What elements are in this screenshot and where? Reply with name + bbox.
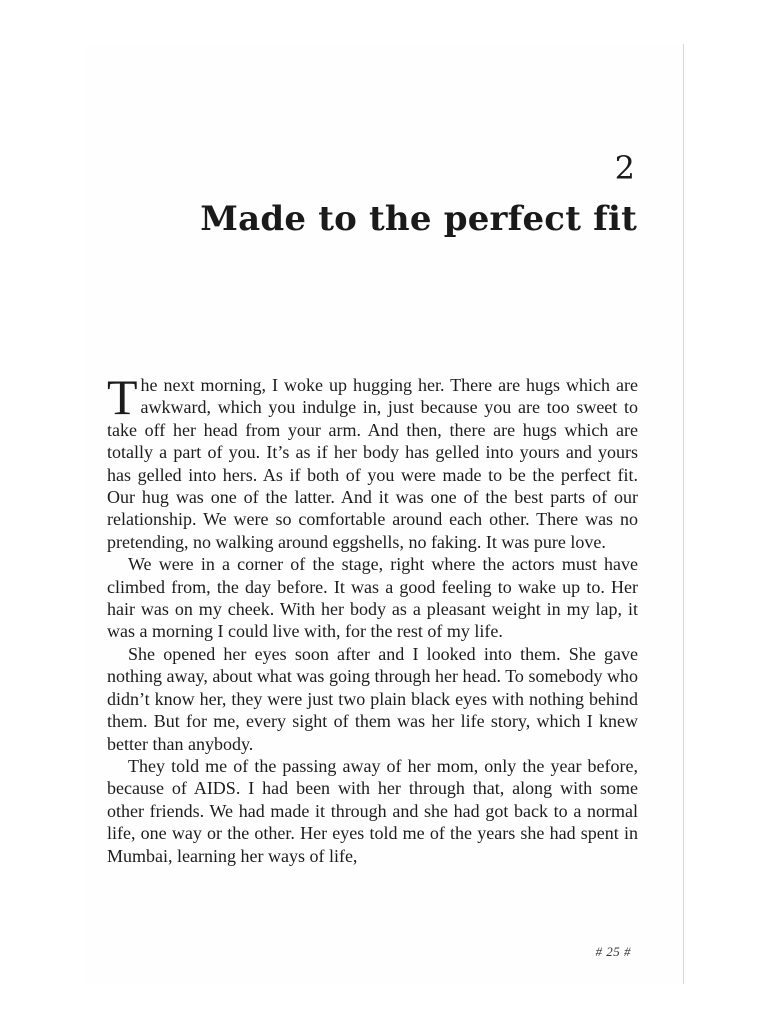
- paragraph-3: She opened her eyes soon after and I looked into them. She gave nothing away, about what was going through her head. To somebody who didn’t know her, they were just two plain black eyes with nothing behind them. But for me, every sight of them was her life story, which I knew better than anybody.: [107, 643, 638, 754]
- chapter-number: 2: [614, 149, 635, 187]
- paragraph-1-text: he next morning, I woke up hugging her. There are hugs which are awkward, which you indulge in, just because you are too sweet to take off her head from your arm. And then, there are hugs which are totally a part of you. It’s as if her body has gelled into yours and yours has gelled into hers. As if both of you were made to be the perfect fit. Our hug was one of the latter. And it was one of the best parts of our relationship. We were so comfortable around each other. There was no pretending, no walking around eggshells, no faking. It was pure love.: [107, 375, 638, 552]
- chapter-title: Made to the perfect fit: [200, 199, 637, 239]
- chapter-body: [107, 369, 638, 867]
- paragraph-4: They told me of the passing away of her mom, only the year before, because of AIDS. I had been with her through that, along with some other friends. We had made it through and she had got back to a normal life, one way or the other. Her eyes told me of the years she had spent in Mumbai, learning her ways of life,: [107, 755, 638, 866]
- page-number: # 25 #: [595, 944, 631, 959]
- book-page: [86, 44, 684, 984]
- drop-cap: T: [107, 369, 138, 425]
- paragraph-2: We were in a corner of the stage, right where the actors must have climbed from, the day before. It was a good feeling to wake up to. Her hair was on my cheek. With her body as a pleasant weight in my lap, it was a morning I could live with, for the rest of my life.: [107, 554, 638, 642]
- paragraph-1: [107, 369, 638, 553]
